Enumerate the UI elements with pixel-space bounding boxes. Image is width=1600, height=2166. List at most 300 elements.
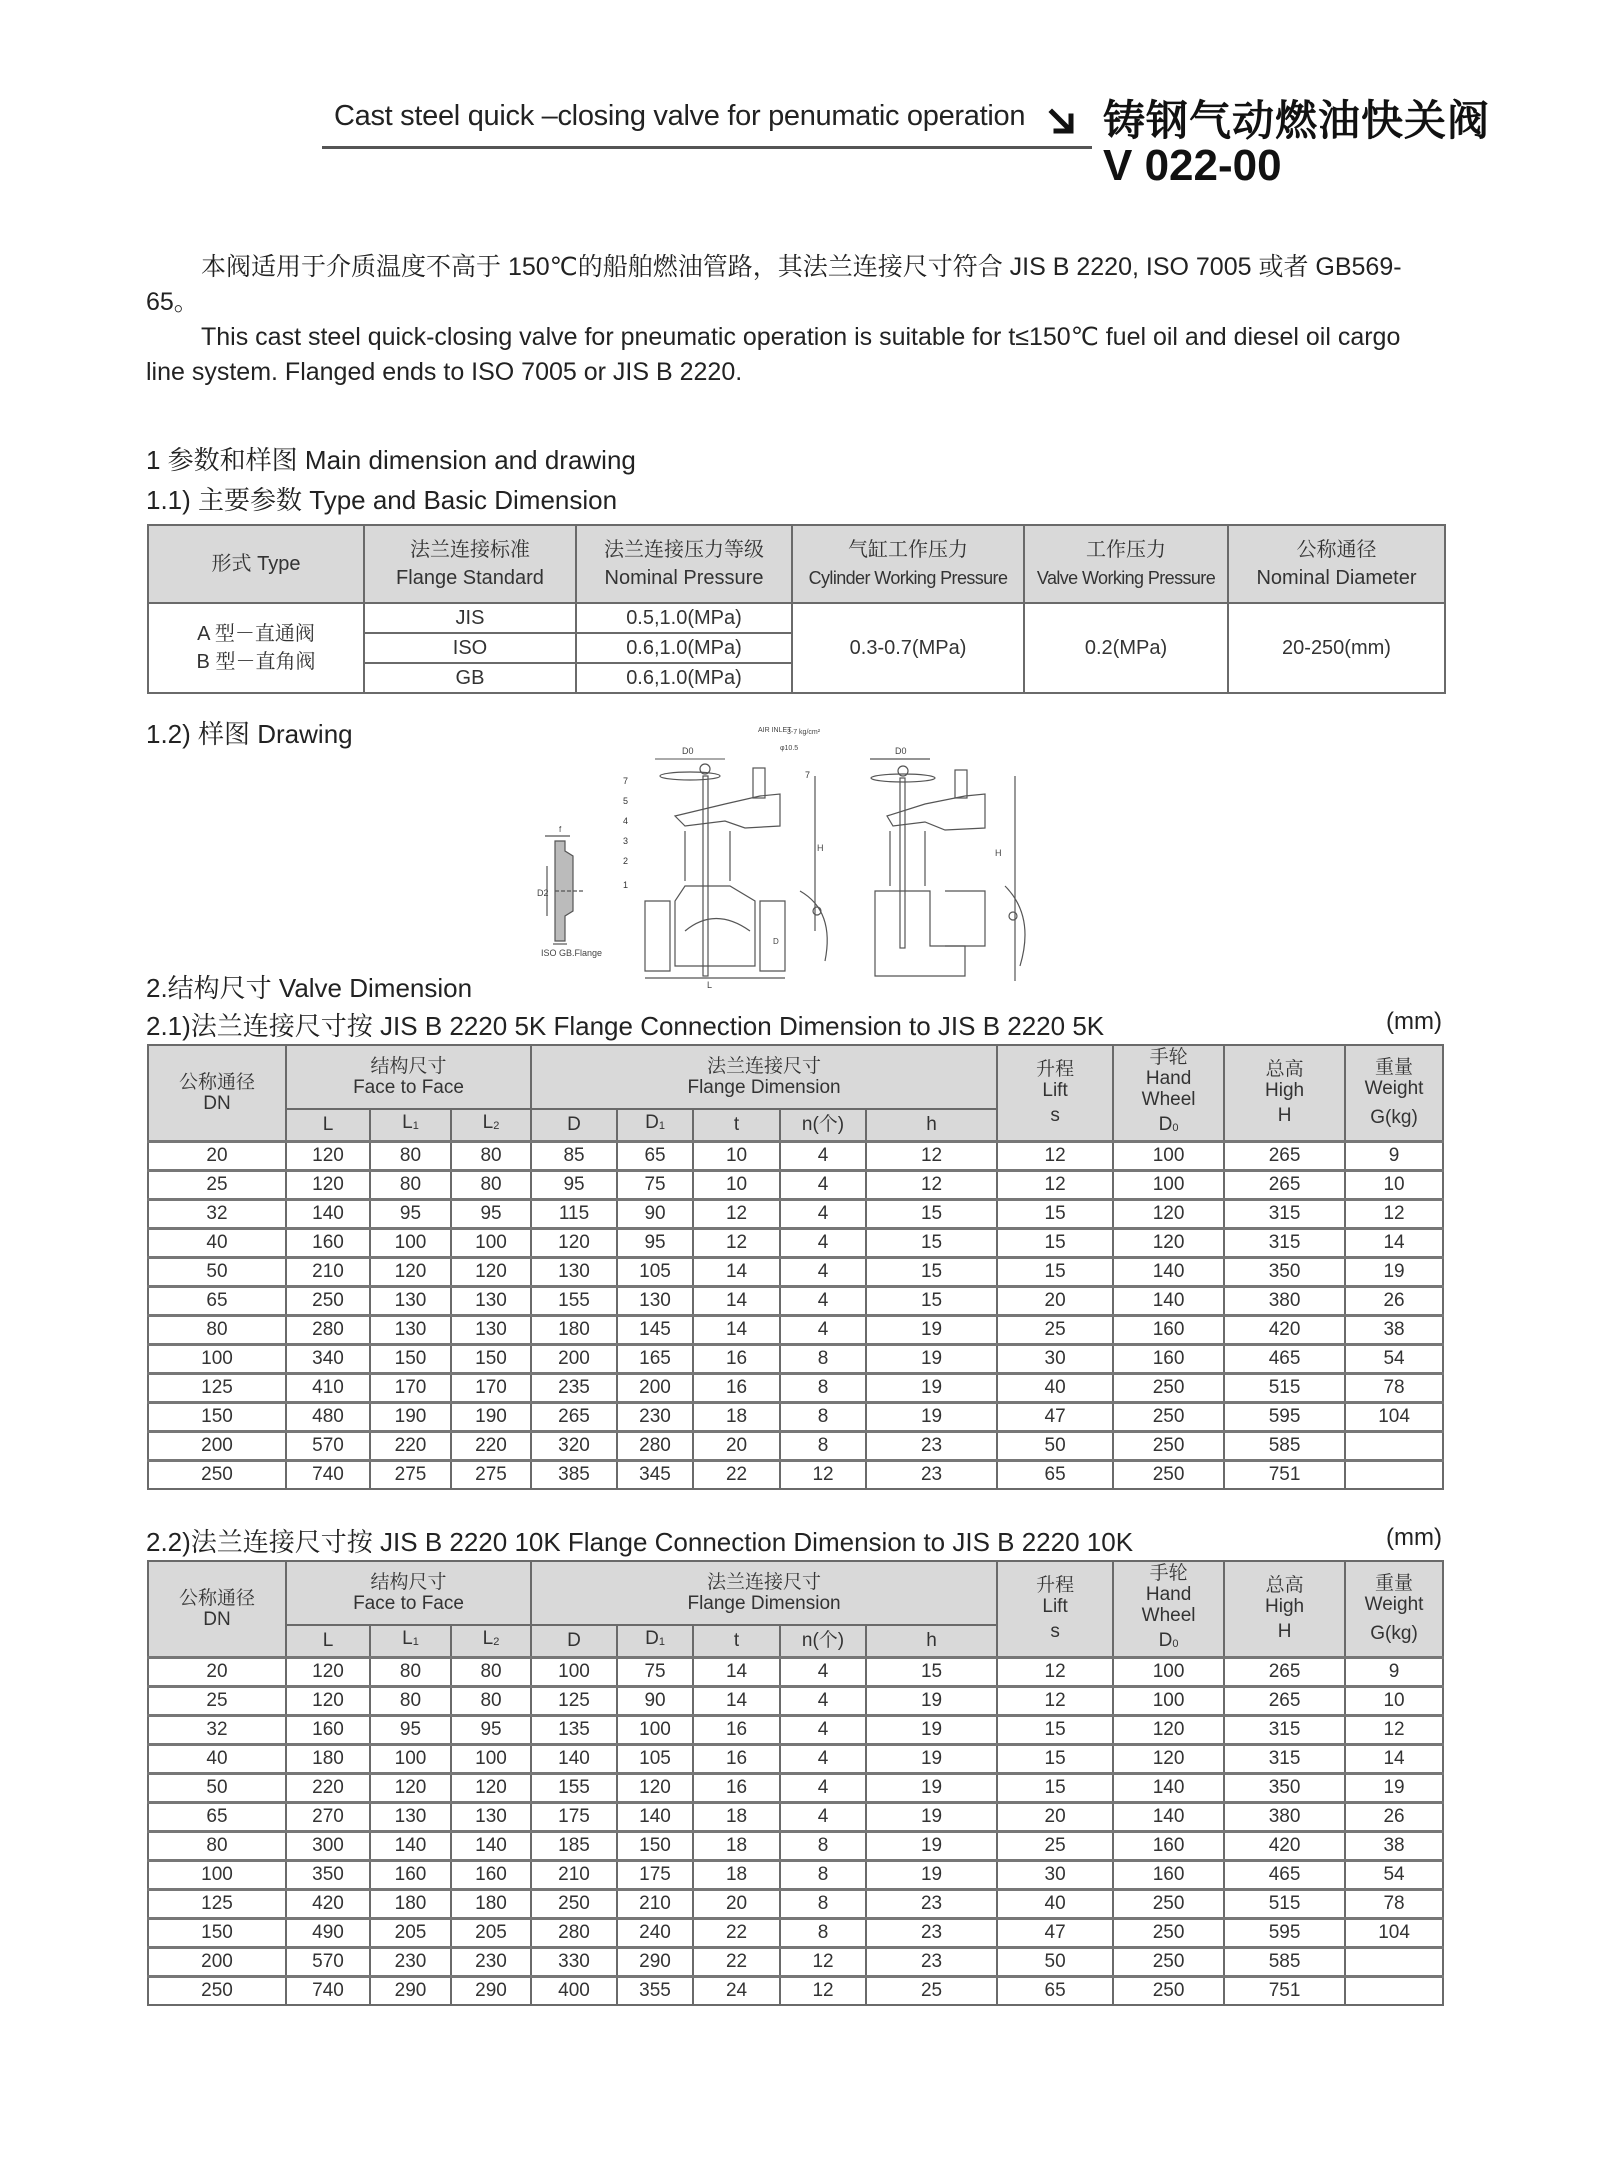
header-en: Flange Standard xyxy=(396,567,544,589)
header-symbol: G(kg) xyxy=(1370,1107,1418,1129)
table-cell: 4 xyxy=(780,1315,866,1344)
header-en: High xyxy=(1265,1596,1305,1618)
table-cell: 740 xyxy=(286,1976,370,2005)
table-cell: 145 xyxy=(617,1315,693,1344)
table-cell xyxy=(1345,1947,1443,1976)
table-cell: 20 xyxy=(997,1286,1113,1315)
table-cell: 16 xyxy=(693,1344,780,1373)
table-cell: 265 xyxy=(1224,1657,1345,1686)
table-row xyxy=(148,1431,1443,1460)
table-cell: 200 xyxy=(531,1344,617,1373)
table-cell: 465 xyxy=(1224,1344,1345,1373)
table-cell: 40 xyxy=(997,1889,1113,1918)
table-cell: 200 xyxy=(148,1431,286,1460)
subscript: 1 xyxy=(658,1120,665,1133)
table-cell: 47 xyxy=(997,1918,1113,1947)
table-cell: 751 xyxy=(1224,1976,1345,2005)
table-cell: 155 xyxy=(531,1286,617,1315)
table-cell: 120 xyxy=(286,1141,370,1170)
table-cell: 4 xyxy=(780,1744,866,1773)
table-cell: 20 xyxy=(148,1657,286,1686)
header-dn xyxy=(148,1561,286,1657)
table-cell: 78 xyxy=(1345,1889,1443,1918)
table-cell: 18 xyxy=(693,1860,780,1889)
header-en: Wheel xyxy=(1141,1088,1196,1110)
dimension-table-10k xyxy=(147,1560,1444,2006)
section-1-heading: 1 参数和样图 Main dimension and drawing xyxy=(146,445,636,475)
table-cell: 75 xyxy=(617,1657,693,1686)
table-cell: 10 xyxy=(1345,1686,1443,1715)
table-cell: 12 xyxy=(780,1976,866,2005)
valve-pressure-cell: 0.2(MPa) xyxy=(1024,603,1228,693)
header-en: DN xyxy=(203,1608,231,1630)
header-en: Wheel xyxy=(1141,1604,1196,1626)
table-cell: 15 xyxy=(866,1257,997,1286)
table-cell: 15 xyxy=(866,1199,997,1228)
table-cell: 14 xyxy=(693,1686,780,1715)
table-cell: 40 xyxy=(148,1744,286,1773)
header-en: Flange Dimension xyxy=(687,1077,841,1098)
table-cell: 250 xyxy=(1113,1918,1224,1947)
subscript: 2 xyxy=(493,1636,500,1649)
table-cell: 18 xyxy=(693,1831,780,1860)
table-cell: 150 xyxy=(617,1831,693,1860)
table-cell: 250 xyxy=(1113,1889,1224,1918)
subscript: 1 xyxy=(658,1636,665,1649)
table-cell: 32 xyxy=(148,1715,286,1744)
table-cell: 12 xyxy=(997,1141,1113,1170)
header-valve-pressure xyxy=(1024,525,1228,603)
table-cell: 740 xyxy=(286,1460,370,1489)
table-cell: 14 xyxy=(1345,1744,1443,1773)
table-cell: 250 xyxy=(148,1976,286,2005)
table-cell: 15 xyxy=(997,1199,1113,1228)
table-cell: 19 xyxy=(866,1373,997,1402)
flange-label: ISO GB.Flange xyxy=(541,948,603,958)
table-cell: 25 xyxy=(997,1831,1113,1860)
table-cell: 100 xyxy=(1113,1686,1224,1715)
table-cell: 12 xyxy=(693,1228,780,1257)
table-cell: 100 xyxy=(1113,1170,1224,1199)
table-cell: 120 xyxy=(286,1657,370,1686)
table-cell: 10 xyxy=(1345,1170,1443,1199)
header-weight xyxy=(1345,1561,1443,1657)
table-cell: 23 xyxy=(866,1431,997,1460)
part-number-2: 2 xyxy=(623,856,629,866)
symbol: D xyxy=(1158,1629,1173,1651)
table-cell: 9 xyxy=(1345,1657,1443,1686)
header-weight xyxy=(1345,1045,1443,1141)
cylinder-pressure-cell: 0.3-0.7(MPa) xyxy=(792,603,1024,693)
header-D1 xyxy=(617,1109,693,1141)
dim-l-label: L xyxy=(707,980,713,990)
table-cell: 12 xyxy=(1345,1199,1443,1228)
section-2-heading: 2.结构尺寸 Valve Dimension xyxy=(146,973,473,1003)
table-cell: 140 xyxy=(1113,1257,1224,1286)
table-row xyxy=(148,1460,1443,1489)
table-cell: 65 xyxy=(148,1802,286,1831)
header-cn: 结构尺寸 xyxy=(370,1056,447,1077)
header-cylinder-pressure xyxy=(792,525,1024,603)
table-cell: 205 xyxy=(370,1918,451,1947)
table-cell: 185 xyxy=(531,1831,617,1860)
symbol: D xyxy=(1158,1113,1173,1135)
table-cell: 140 xyxy=(370,1831,451,1860)
header-en: Weight xyxy=(1364,1078,1424,1100)
table-cell: 100 xyxy=(617,1715,693,1744)
table-cell: 80 xyxy=(370,1141,451,1170)
part-number-5: 5 xyxy=(623,796,629,806)
header-hand-wheel xyxy=(1113,1561,1224,1657)
table-cell: 490 xyxy=(286,1918,370,1947)
table-cell: 115 xyxy=(531,1199,617,1228)
table-cell: 480 xyxy=(286,1402,370,1431)
table-cell: 25 xyxy=(148,1686,286,1715)
table-cell: 20 xyxy=(693,1889,780,1918)
table-cell: 18 xyxy=(693,1402,780,1431)
table-cell: 25 xyxy=(148,1170,286,1199)
table-cell: 25 xyxy=(866,1976,997,2005)
table-row xyxy=(148,1402,1443,1431)
unit-label-5k: (mm) xyxy=(1386,1008,1442,1035)
table-cell: 315 xyxy=(1224,1744,1345,1773)
table-cell: 12 xyxy=(997,1170,1113,1199)
header-cn: 升程 xyxy=(1036,1059,1075,1081)
dim-d-label: D xyxy=(773,937,779,946)
table-cell: 50 xyxy=(148,1257,286,1286)
header-en: Lift xyxy=(1042,1596,1068,1618)
table-cell: 80 xyxy=(148,1831,286,1860)
table-cell: 104 xyxy=(1345,1918,1443,1947)
table-row xyxy=(148,1373,1443,1402)
table-cell: 50 xyxy=(997,1431,1113,1460)
table-cell: 125 xyxy=(531,1686,617,1715)
table-cell: 95 xyxy=(531,1170,617,1199)
nominal-diameter-cell: 20-250(mm) xyxy=(1228,603,1445,693)
table-cell: 130 xyxy=(531,1257,617,1286)
table-cell: 8 xyxy=(780,1402,866,1431)
table-header-row xyxy=(148,1045,1443,1109)
table-cell: 230 xyxy=(451,1947,531,1976)
header-cn: 气缸工作压力 xyxy=(848,539,968,561)
table-cell: 100 xyxy=(370,1744,451,1773)
table-cell: 160 xyxy=(1113,1831,1224,1860)
air-inlet-label: AIR INLET xyxy=(758,727,792,734)
header-n: n(个) xyxy=(780,1625,866,1657)
header-divider xyxy=(322,146,1092,149)
flange-detail-diagram xyxy=(537,825,602,958)
table-cell: 19 xyxy=(866,1744,997,1773)
table-cell: 19 xyxy=(866,1831,997,1860)
table-cell: 10 xyxy=(693,1141,780,1170)
valve-a-drawing xyxy=(623,727,827,990)
table-cell: 250 xyxy=(531,1889,617,1918)
table-row xyxy=(148,1773,1443,1802)
symbol: D xyxy=(645,1112,659,1134)
table-cell: 80 xyxy=(370,1170,451,1199)
header-flange-dimension xyxy=(531,1561,997,1625)
header-cn: 升程 xyxy=(1036,1575,1075,1597)
table-cell: 265 xyxy=(1224,1686,1345,1715)
table-cell: 40 xyxy=(148,1228,286,1257)
table-cell: 10 xyxy=(693,1170,780,1199)
header-dn xyxy=(148,1045,286,1141)
table-cell: 12 xyxy=(866,1141,997,1170)
header-cn: 手轮 xyxy=(1149,1046,1188,1068)
table-cell: 40 xyxy=(997,1373,1113,1402)
table-cell: 220 xyxy=(370,1431,451,1460)
title-english: Cast steel quick –closing valve for penumatic operation xyxy=(334,100,1026,132)
header-en: Valve Working Pressure xyxy=(1036,568,1216,588)
table-cell: 120 xyxy=(1113,1228,1224,1257)
table-cell: 420 xyxy=(1224,1831,1345,1860)
table-cell xyxy=(1345,1976,1443,2005)
intro-text xyxy=(146,250,1446,390)
symbol: L xyxy=(482,1112,494,1134)
table-cell: 100 xyxy=(451,1744,531,1773)
header-L2 xyxy=(451,1109,531,1141)
header-symbol: H xyxy=(1277,1621,1292,1643)
table-cell: 205 xyxy=(451,1918,531,1947)
header-symbol: s xyxy=(1050,1105,1060,1127)
header-D: D xyxy=(531,1625,617,1657)
table-cell: 160 xyxy=(1113,1315,1224,1344)
table-row xyxy=(148,1686,1443,1715)
air-pressure-label: 3-7 kg/cm² xyxy=(787,729,821,736)
header-en: Nominal Diameter xyxy=(1256,567,1417,589)
valve-b-drawing xyxy=(870,746,1025,981)
part-number-3: 3 xyxy=(623,836,629,846)
table-cell: 170 xyxy=(451,1373,531,1402)
header-cn: 法兰连接尺寸 xyxy=(707,1056,822,1077)
table-cell: 130 xyxy=(617,1286,693,1315)
subscript: 2 xyxy=(493,1120,500,1133)
dimension-table-5k xyxy=(147,1044,1444,1490)
table-header-row xyxy=(148,525,1445,603)
table-cell: 100 xyxy=(1113,1657,1224,1686)
header-hand-wheel xyxy=(1113,1045,1224,1141)
intro-cn-line1: 本阀适用于介质温度不高于 150℃的船舶燃油管路，其法兰连接尺寸符合 JIS B 2220, ISO 7005 或者 GB569- xyxy=(201,253,1402,281)
subscript: 1 xyxy=(412,1120,419,1133)
header-L1 xyxy=(370,1625,451,1657)
type-b: B 型－直角阀 xyxy=(196,651,316,673)
table-cell: 751 xyxy=(1224,1460,1345,1489)
table-cell: 14 xyxy=(693,1257,780,1286)
table-cell: 160 xyxy=(1113,1860,1224,1889)
table-cell: 220 xyxy=(286,1773,370,1802)
table-cell: 350 xyxy=(1224,1773,1345,1802)
table-cell: 90 xyxy=(617,1686,693,1715)
header-lift xyxy=(997,1045,1113,1141)
table-row xyxy=(148,1141,1443,1170)
header-en: Cylinder Working Pressure xyxy=(808,568,1008,588)
table-cell: 190 xyxy=(370,1402,451,1431)
table-cell: 120 xyxy=(286,1686,370,1715)
part-number-6: 7 xyxy=(623,776,629,786)
table-cell: 125 xyxy=(148,1373,286,1402)
header-symbol: s xyxy=(1050,1621,1060,1643)
table-row xyxy=(148,1657,1443,1686)
table-cell: 85 xyxy=(531,1141,617,1170)
table-cell: 585 xyxy=(1224,1431,1345,1460)
table-cell: 15 xyxy=(866,1657,997,1686)
table-row xyxy=(148,1744,1443,1773)
table-cell: 19 xyxy=(866,1402,997,1431)
section-1-2-heading: 1.2) 样图 Drawing xyxy=(146,719,353,749)
header-en: Face to Face xyxy=(353,1077,464,1098)
table-cell: 12 xyxy=(1345,1715,1443,1744)
table-cell: 65 xyxy=(148,1286,286,1315)
table-cell: 570 xyxy=(286,1947,370,1976)
table-cell: 210 xyxy=(617,1889,693,1918)
subscript: 0 xyxy=(1172,1637,1179,1650)
table-cell: 290 xyxy=(451,1976,531,2005)
table-cell: 130 xyxy=(370,1315,451,1344)
table-cell: 515 xyxy=(1224,1373,1345,1402)
table-cell: 220 xyxy=(451,1431,531,1460)
table-cell: 54 xyxy=(1345,1344,1443,1373)
table-cell: 585 xyxy=(1224,1947,1345,1976)
table-cell: 175 xyxy=(531,1802,617,1831)
table-cell: 80 xyxy=(451,1141,531,1170)
table-row xyxy=(148,1315,1443,1344)
table-cell: 570 xyxy=(286,1431,370,1460)
nominal-pressure-cell: 0.5,1.0(MPa) xyxy=(576,603,792,633)
section-1-1-heading: 1.1) 主要参数 Type and Basic Dimension xyxy=(146,485,618,515)
table-cell: 315 xyxy=(1224,1199,1345,1228)
table-cell: 140 xyxy=(617,1802,693,1831)
table-cell: 175 xyxy=(617,1860,693,1889)
dim-d2-label: D2 xyxy=(537,888,549,898)
header-nominal-diameter xyxy=(1228,525,1445,603)
valve-technical-drawing xyxy=(525,716,1035,991)
table-cell: 12 xyxy=(997,1686,1113,1715)
table-cell: 130 xyxy=(451,1286,531,1315)
part-number-7: 7 xyxy=(805,770,811,780)
header-lift xyxy=(997,1561,1113,1657)
table-cell: 140 xyxy=(1113,1802,1224,1831)
header-symbol xyxy=(1114,1630,1223,1655)
table-cell: 20 xyxy=(997,1802,1113,1831)
header-flange-dimension xyxy=(531,1045,997,1109)
table-cell: 25 xyxy=(997,1315,1113,1344)
table-cell: 19 xyxy=(1345,1773,1443,1802)
table-cell: 16 xyxy=(693,1773,780,1802)
table-cell: 120 xyxy=(451,1257,531,1286)
symbol: L xyxy=(402,1112,413,1134)
table-cell: 4 xyxy=(780,1802,866,1831)
table-cell: 32 xyxy=(148,1199,286,1228)
type-cell xyxy=(148,603,364,693)
table-cell: 100 xyxy=(148,1860,286,1889)
intro-cn-line2: 65。 xyxy=(146,288,199,316)
table-cell: 180 xyxy=(531,1315,617,1344)
table-cell: 65 xyxy=(997,1976,1113,2005)
header-en: Face to Face xyxy=(353,1593,464,1614)
table-cell: 160 xyxy=(370,1860,451,1889)
table-cell: 250 xyxy=(286,1286,370,1315)
header-flange-standard xyxy=(364,525,576,603)
table-cell: 100 xyxy=(370,1228,451,1257)
table-cell: 100 xyxy=(531,1657,617,1686)
symbol: L xyxy=(402,1628,413,1650)
table-cell: 280 xyxy=(286,1315,370,1344)
table-cell: 38 xyxy=(1345,1831,1443,1860)
table-cell: 95 xyxy=(451,1199,531,1228)
hole-label: φ10.5 xyxy=(780,745,799,752)
header-cn: 总高 xyxy=(1265,1059,1304,1081)
header-cn: 手轮 xyxy=(1149,1562,1188,1584)
table-row xyxy=(148,1947,1443,1976)
table-cell: 180 xyxy=(451,1889,531,1918)
table-cell: 100 xyxy=(148,1344,286,1373)
table-cell: 38 xyxy=(1345,1315,1443,1344)
table-cell: 250 xyxy=(1113,1976,1224,2005)
header-D1 xyxy=(617,1625,693,1657)
header-type: 形式 Type xyxy=(148,525,364,603)
flange-standard-cell: ISO xyxy=(364,633,576,663)
table-row xyxy=(148,1802,1443,1831)
header-cn: 法兰连接尺寸 xyxy=(707,1572,822,1593)
table-cell: 19 xyxy=(866,1715,997,1744)
section-2-2-heading: 2.2)法兰连接尺寸按 JIS B 2220 10K Flange Connection Dimension to JIS B 2220 10K xyxy=(146,1527,1134,1557)
table-cell: 30 xyxy=(997,1344,1113,1373)
table-cell: 120 xyxy=(370,1773,451,1802)
header-h: h xyxy=(866,1625,997,1657)
table-body xyxy=(148,1141,1443,1489)
table-cell: 4 xyxy=(780,1286,866,1315)
table-cell: 47 xyxy=(997,1402,1113,1431)
table-cell: 250 xyxy=(1113,1947,1224,1976)
table-cell: 380 xyxy=(1224,1286,1345,1315)
header-en: Lift xyxy=(1042,1080,1068,1102)
table-cell: 400 xyxy=(531,1976,617,2005)
header-cn: 重量 xyxy=(1375,1573,1414,1595)
table-cell: 65 xyxy=(997,1460,1113,1489)
header-t: t xyxy=(693,1625,780,1657)
table-cell: 140 xyxy=(1113,1773,1224,1802)
intro-en-line2: line system. Flanged ends to ISO 7005 or JIS B 2220. xyxy=(146,358,743,386)
table-row xyxy=(148,1889,1443,1918)
header-high xyxy=(1224,1045,1345,1141)
symbol: L xyxy=(482,1628,494,1650)
header-n: n(个) xyxy=(780,1109,866,1141)
table-cell: 160 xyxy=(451,1860,531,1889)
table-cell: 265 xyxy=(1224,1170,1345,1199)
table-row xyxy=(148,1831,1443,1860)
table-cell: 8 xyxy=(780,1344,866,1373)
table-cell: 54 xyxy=(1345,1860,1443,1889)
flange-standard-cell: JIS xyxy=(364,603,576,633)
table-cell: 280 xyxy=(531,1918,617,1947)
table-cell: 15 xyxy=(866,1228,997,1257)
table-cell: 19 xyxy=(866,1344,997,1373)
table-cell: 14 xyxy=(693,1286,780,1315)
table-cell: 12 xyxy=(693,1199,780,1228)
header-cn: 公称通径 xyxy=(178,1587,255,1609)
table-cell: 190 xyxy=(451,1402,531,1431)
table-cell: 180 xyxy=(286,1744,370,1773)
table-row xyxy=(148,1344,1443,1373)
table-cell: 315 xyxy=(1224,1228,1345,1257)
table-cell: 210 xyxy=(286,1257,370,1286)
table-cell: 15 xyxy=(997,1257,1113,1286)
table-cell xyxy=(1345,1460,1443,1489)
table-cell: 595 xyxy=(1224,1918,1345,1947)
table-cell: 105 xyxy=(617,1744,693,1773)
header-en: Flange Dimension xyxy=(687,1593,841,1614)
table-cell: 140 xyxy=(451,1831,531,1860)
